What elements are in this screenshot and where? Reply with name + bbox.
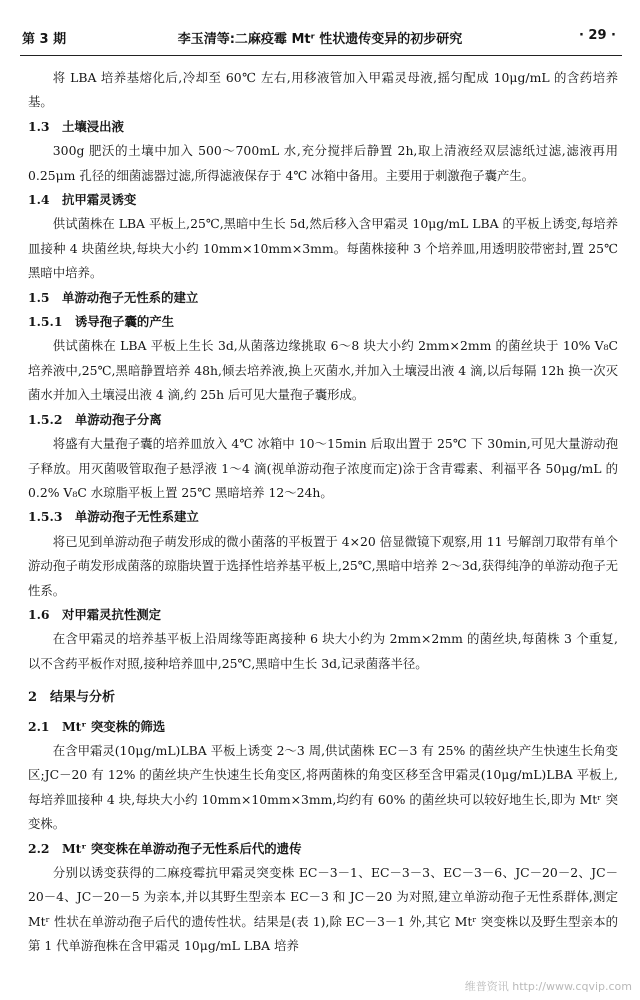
paragraph: 分别以诱变获得的二麻疫霉抗甲霜灵突变株 EC－3－1、EC－3－3、EC－3－6、JC－20－2、JC－20－4、JC－20－5 为亲本,并以其野生型亲本 EC－3 和 JC－20 为对照,建立单游动孢子无性系群体,测定 Mtʳ 性状在单游动孢子后代的遗传性状。结果是(表 1),除 EC－3－1 外,其它 Mtʳ 突变株以及野生型亲本的第 1 代单游孢株在含甲霜灵 10μg/mL LBA 培养: [28, 865, 618, 954]
paragraph: 在含甲霜灵的培养基平板上沿周缘等距离接种 6 块大小约为 2mm×2mm 的菌丝块,每菌株 3 个重复,以不含药平板作对照,接种培养皿中,25℃,黑暗中生长 3d,记录菌落半径。: [28, 631, 618, 671]
paragraph: 将盛有大量孢子囊的培养皿放入 4℃ 冰箱中 10～15min 后取出置于 25℃ 下 30min,可见大量游动孢子释放。用灭菌吸管取孢子悬浮液 1～4 滴(视单游动孢子浓度而定)涂于含青霉素、利福平各 50μg/mL 的 0.2% V₈C 水琼脂平板上置 25℃ 黑暗培养 12～24h。: [28, 436, 618, 500]
paragraph: 将 LBA 培养基熔化后,冷却至 60℃ 左右,用移液管加入甲霜灵母液,摇匀配成 10μg/mL 的含药培养基。: [28, 70, 618, 110]
subsection-heading: 2.1 Mtʳ 突变株的筛选: [28, 718, 166, 734]
paragraph: 在含甲霜灵(10μg/mL)LBA 平板上诱变 2～3 周,供试菌株 EC－3 有 25% 的菌丝块产生快速生长角变区;JC－20 有 12% 的菌丝块产生快速生长角变区,将两菌株的角变区移至含甲霜灵(10μg/mL)LBA 平板上,每培养皿接种 4 块,每块大小约 10mm×10mm×3mm,均约有 60% 的菌丝块可以较好地生长,即为 Mtʳ 突变株。: [28, 742, 618, 832]
running-title: 李玉清等:二麻疫霉 Mtʳ 性状遗传变异的初步研究: [177, 32, 463, 47]
header-rule: [20, 55, 622, 56]
subsubsection-heading: 1.5.3 单游动孢子无性系建立: [28, 509, 199, 525]
running-header: [0, 28, 640, 50]
section-heading: 2 结果与分析: [28, 690, 116, 706]
paragraph: 300g 肥沃的土壤中加入 500～700mL 水,充分搅拌后静置 2h,取上清液经双层滤纸过滤,滤液再用 0.25μm 孔径的细菌滤器过滤,所得滤液保存于 4℃ 冰箱中备用。主要用于刺激孢子囊产生。: [28, 143, 618, 183]
paragraph: 供试菌株在 LBA 平板上生长 3d,从菌落边缘挑取 6～8 块大小约 2mm×2mm 的菌丝块于 10% V₈C 培养液中,25℃,黑暗静置培养 48h,倾去培养液,换上灭菌水,并加入土壤浸出液 4 滴,以后每隔 12h 换一次灭菌水并加入土壤浸出液 4 滴,约 25h 后可见大量孢子囊形成。: [28, 338, 618, 403]
subsubsection-heading: 1.5.1 诱导孢子囊的产生: [28, 314, 175, 330]
paragraph: 供试菌株在 LBA 平板上,25℃,黑暗中生长 5d,然后移入含甲霜灵 10μg/mL LBA 的平板上诱变,每培养皿接种 4 块菌丝块,每块大小约 10mm×10mm×3mm。每菌株接种 3 个培养皿,用透明胶带密封,置 25℃ 黑暗中培养。: [28, 216, 618, 281]
subsection-heading: 1.5 单游动孢子无性系的建立: [28, 289, 199, 305]
subsection-heading: 1.6 对甲霜灵抗性测定: [28, 606, 162, 622]
page-number: · 29 ·: [578, 28, 616, 43]
watermark: 维普资讯 http://www.cqvip.com: [464, 980, 632, 993]
subsubsection-heading: 1.5.2 单游动孢子分离: [28, 411, 162, 427]
subsection-heading: 1.3 土壤浸出液: [28, 118, 124, 134]
subsection-heading: 1.4 抗甲霜灵诱变: [28, 192, 137, 208]
subsection-heading: 2.2 Mtʳ 突变株在单游动孢子无性系后代的遗传: [28, 840, 302, 856]
article-body: [28, 66, 618, 959]
issue-number: 第 3 期: [22, 32, 67, 47]
paragraph: 将已见到单游动孢子萌发形成的微小菌落的平板置于 4×20 倍显微镜下观察,用 11 号解剖刀取带有单个游动孢子萌发形成菌落的琼脂块置于选择性培养基平板上,25℃,黑暗中培养 2～3d,获得纯净的单游动孢子无性系。: [28, 533, 618, 598]
